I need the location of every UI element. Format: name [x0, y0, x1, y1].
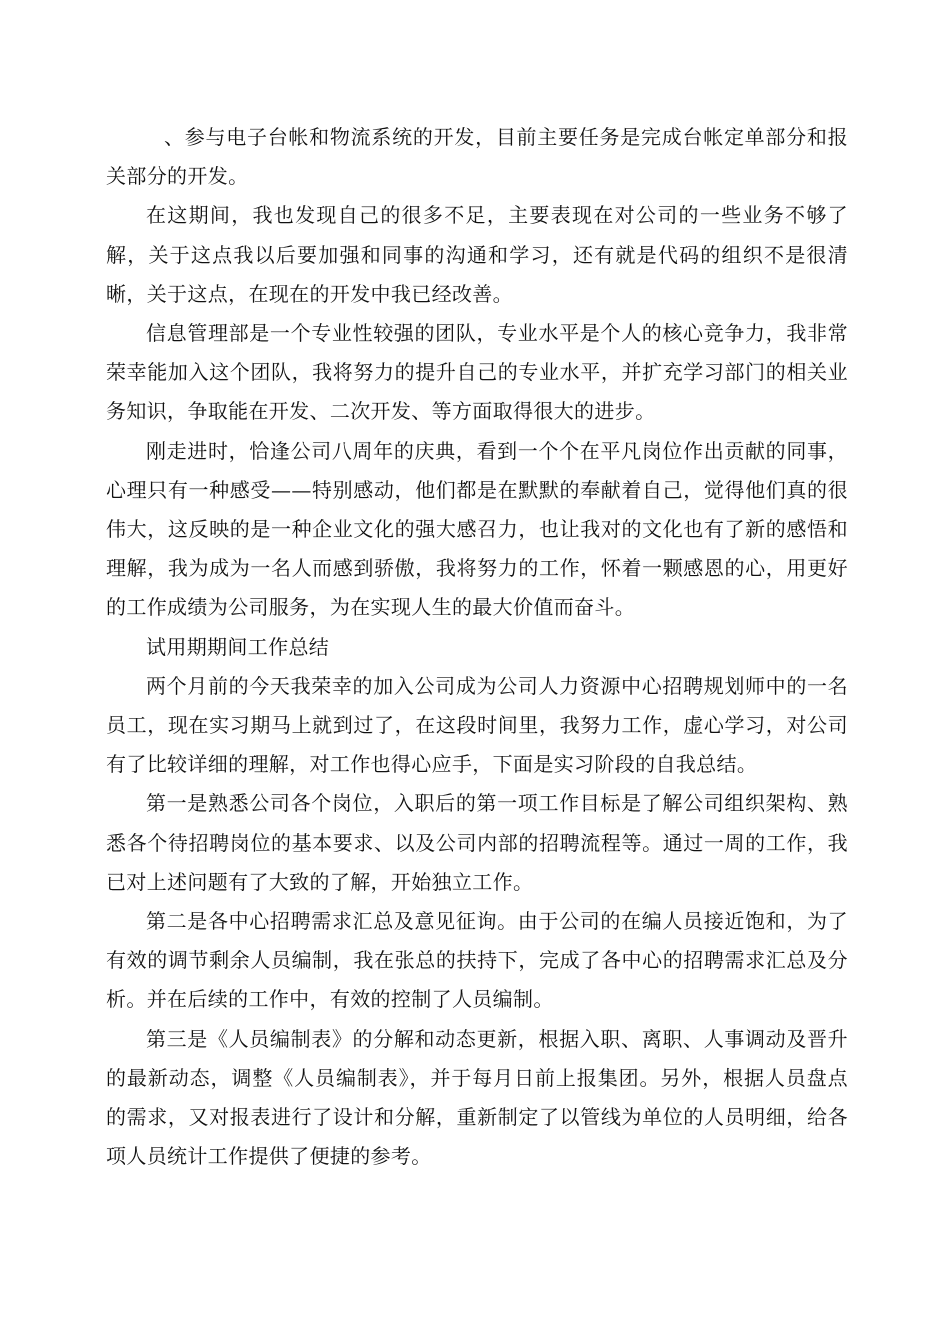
paragraph-anniversary: 刚走进时，恰逢公司八周年的庆典，看到一个个在平凡岗位作出贡献的同事，心理只有一种感受——特别感动，他们都是在默默的奉献着自己，觉得他们真的很伟大，这反映的是一种企业文化的强大感召力，也让我对的文化也有了新的感悟和理解，我为成为一名人而感到骄傲，我将努力的工作，怀着一颗感恩的心，用更好的工作成绩为公司服务，为在实现人生的最大价值而奋斗。	[106, 438, 848, 620]
paragraph-third-point: 第三是《人员编制表》的分解和动态更新，根据入职、离职、人事调动及晋升的最新动态，调整《人员编制表》，并于每月日前上报集团。另外，根据人员盘点的需求，又对报表进行了设计和分解，重新制定了以管线为单位的人员明细，给各项人员统计工作提供了便捷的参考。	[106, 1026, 848, 1169]
section-heading: 试用期期间工作总结	[146, 634, 330, 659]
paragraph-dev-tasks: 、参与电子台帐和物流系统的开发，目前主要任务是完成台帐定单部分和报关部分的开发。	[106, 125, 848, 189]
paragraph-intro: 两个月前的今天我荣幸的加入公司成为公司人力资源中心招聘规划师中的一名员工，现在实习期马上就到过了，在这段时间里，我努力工作，虚心学习，对公司有了比较详细的理解，对工作也得心应手，下面是实习阶段的自我总结。	[106, 673, 848, 777]
paragraph-second-point: 第二是各中心招聘需求汇总及意见征询。由于公司的在编人员接近饱和，为了有效的调节剩余人员编制，我在张总的扶持下，完成了各中心的招聘需求汇总及分析。并在后续的工作中，有效的控制了人员编制。	[106, 909, 848, 1012]
paragraph-first-point: 第一是熟悉公司各个岗位，入职后的第一项工作目标是了解公司组织架构、熟悉各个待招聘岗位的基本要求、以及公司内部的招聘流程等。通过一周的工作，我已对上述问题有了大致的了解，开始独立工作。	[106, 791, 848, 894]
paragraph-shortcomings: 在这期间，我也发现自己的很多不足，主要表现在对公司的一些业务不够了解，关于这点我以后要加强和同事的沟通和学习，还有就是代码的组织不是很清晰，关于这点，在现在的开发中我已经改善。	[106, 203, 848, 306]
document-body	[106, 118, 848, 1176]
paragraph-team: 信息管理部是一个专业性较强的团队，专业水平是个人的核心竞争力，我非常荣幸能加入这个团队，我将努力的提升自己的专业水平，并扩充学习部门的相关业务知识，争取能在开发、二次开发、等方面取得很大的进步。	[106, 321, 848, 424]
